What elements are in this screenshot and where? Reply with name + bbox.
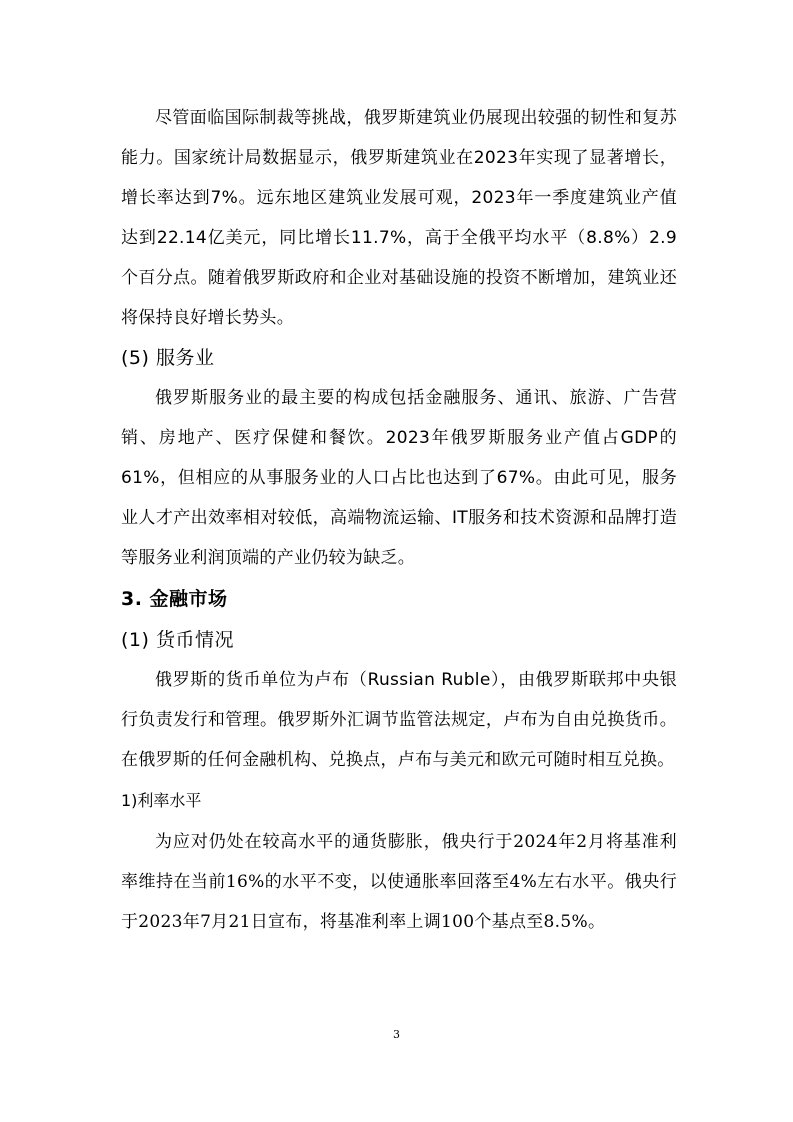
- paragraph-services: 俄罗斯服务业的最主要的构成包括金融服务、通讯、旅游、广告营销、房地产、医疗保健和餐饮。2023年俄罗斯服务业产值占GDP的61%，但相应的从事服务业的人口占比也达到了67%。由此可见，服务业人才产出效率相对较低，高端物流运输、IT服务和技术资源和品牌打造等服务业利润顶端的产业仍较为缺乏。: [121, 388, 677, 568]
- heading-interest-rate: 1)利率水平: [121, 791, 202, 810]
- heading-financial-market: 3. 金融市场: [121, 588, 228, 610]
- heading-currency: (1) 货币情况: [121, 629, 234, 651]
- paragraph-currency: 俄罗斯的货币单位为卢布（Russian Ruble），由俄罗斯联邦中央银行负责发行和管理。俄罗斯外汇调节监管法规定，卢布为自由兑换货币。在俄罗斯的任何金融机构、兑换点，卢布与美元和欧元可随时相互兑换。: [121, 670, 677, 770]
- heading-services: (5) 服务业: [121, 347, 215, 369]
- paragraph-interest-rate: 为应对仍处在较高水平的通货膨胀，俄央行于2024年2月将基准利率维持在当前16%的水平不变，以使通胀率回落至4%左右水平。俄央行于2023年7月21日宣布，将基准利率上调100个基点至8.5%。: [121, 832, 677, 932]
- paragraph-construction: 尽管面临国际制裁等挑战，俄罗斯建筑业仍展现出较强的韧性和复苏能力。国家统计局数据显示，俄罗斯建筑业在2023年实现了显著增长，增长率达到7%。远东地区建筑业发展可观，2023年一季度建筑业产值达到22.14亿美元，同比增长11.7%，高于全俄平均水平（8.8%）2.9个百分点。随着俄罗斯政府和企业对基础设施的投资不断增加，建筑业还将保持良好增长势头。: [121, 108, 677, 328]
- page-number: 3: [393, 1028, 400, 1041]
- page-content: [121, 98, 677, 942]
